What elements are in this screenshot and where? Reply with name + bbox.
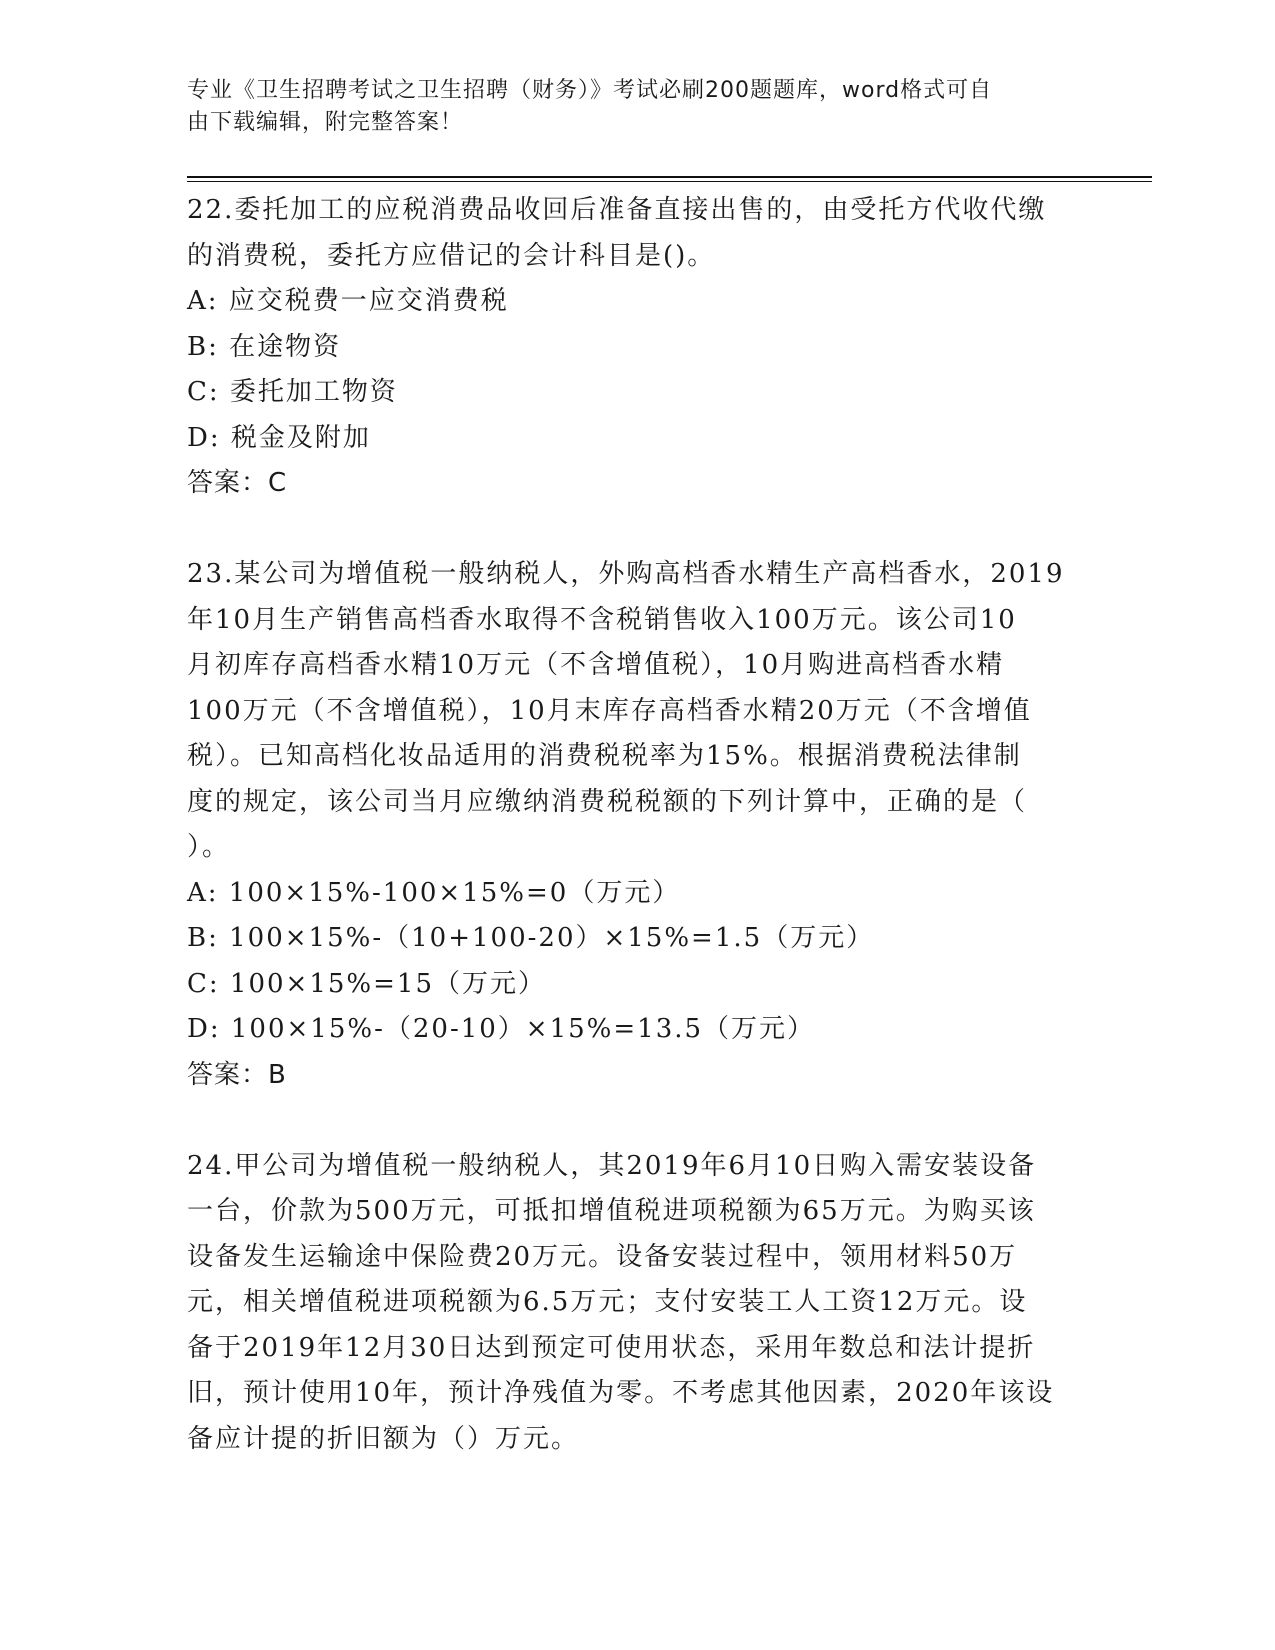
question-list xyxy=(187,188,1087,1462)
spacer xyxy=(187,1098,1087,1144)
question-stem-line: 年10月生产销售高档香水取得不含税销售收入100万元。该公司10 xyxy=(187,604,1017,635)
question-stem-line: 23.某公司为增值税一般纳税人，外购高档香水精生产高档香水，2019 xyxy=(187,559,1065,589)
question-stem-line: 度的规定，该公司当月应缴纳消费税税额的下列计算中，正确的是（ xyxy=(187,786,1028,817)
question-stem-line: 22.委托加工的应税消费品收回后准备直接出售的，由受托方代收代缴 xyxy=(187,195,1047,225)
option-c: C: 100×15%=15（万元） xyxy=(187,968,546,999)
question-stem-line: 月初库存高档香水精10万元（不含增值税），10月购进高档香水精 xyxy=(187,650,1005,680)
option-d: D: 100×15%-（20-10）×15%=13.5（万元） xyxy=(187,1014,816,1044)
header-line-2: 由下载编辑，附完整答案！ xyxy=(187,110,464,135)
question-stem-line: 设备发生运输途中保险费20万元。设备安装过程中，领用材料50万 xyxy=(187,1241,1018,1272)
question-stem-line: 的消费税，委托方应借记的会计科目是()。 xyxy=(187,240,716,271)
option-a: A: 100×15%-100×15%=0（万元） xyxy=(187,877,681,908)
question-stem-line: 24.甲公司为增值税一般纳税人，其2019年6月10日购入需安装设备 xyxy=(187,1150,1037,1181)
answer: 答案：B xyxy=(187,1059,287,1090)
option-d: D: 税金及附加 xyxy=(187,422,371,453)
spacer xyxy=(187,507,1087,553)
question-stem-line: 税）。已知高档化妆品适用的消费税税率为15%。根据消费税法律制 xyxy=(187,741,1022,771)
document-header xyxy=(187,75,1067,139)
option-a: A: 应交税费一应交消费税 xyxy=(187,286,509,316)
option-c: C: 委托加工物资 xyxy=(187,377,398,407)
question-stem-line: 备应计提的折旧额为（）万元。 xyxy=(187,1423,580,1454)
header-divider-thin xyxy=(187,181,1152,182)
option-b: B: 100×15%-（10+100-20）×15%=1.5（万元） xyxy=(187,923,875,953)
question-22 xyxy=(187,188,1087,507)
question-stem-line: 旧，预计使用10年，预计净残值为零。不考虑其他因素，2020年该设 xyxy=(187,1378,1055,1408)
header-line-1: 专业《卫生招聘考试之卫生招聘（财务）》考试必刷200题题库，word格式可自 xyxy=(187,78,993,103)
answer: 答案：C xyxy=(187,468,288,498)
option-b: B: 在途物资 xyxy=(187,331,342,362)
header-divider-thick xyxy=(187,176,1152,178)
question-stem-line: 备于2019年12月30日达到预定可使用状态，采用年数总和法计提折 xyxy=(187,1332,1036,1363)
question-stem-line: 元，相关增值税进项税额为6.5万元；支付安装工人工资12万元。设 xyxy=(187,1287,1028,1317)
question-24 xyxy=(187,1144,1087,1463)
question-stem-line: 一台，价款为500万元，可抵扣增值税进项税额为65万元。为购买该 xyxy=(187,1196,1036,1226)
question-stem-line: 100万元（不含增值税），10月末库存高档香水精20万元（不含增值 xyxy=(187,695,1032,726)
question-stem-line: ）。 xyxy=(187,832,231,862)
question-23 xyxy=(187,552,1087,1098)
